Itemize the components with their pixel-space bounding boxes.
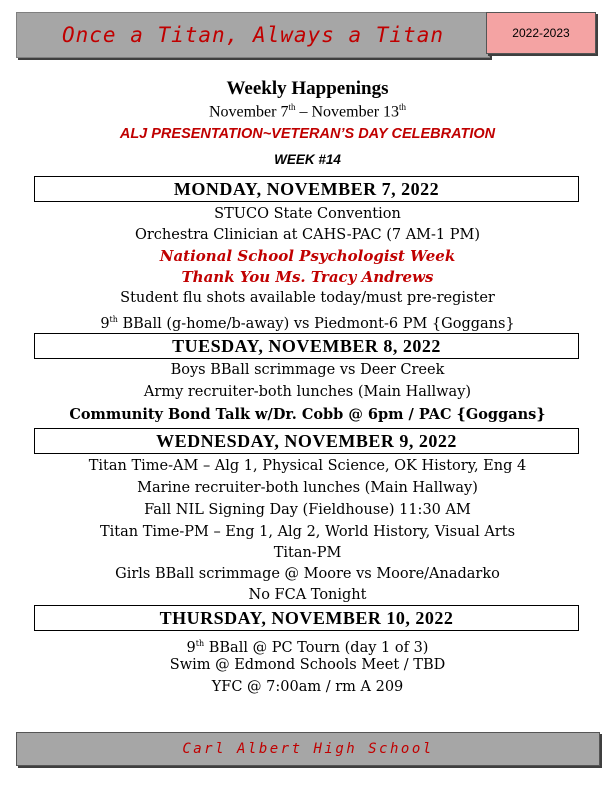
- monday-highlight: Thank You Ms. Tracy Andrews: [181, 268, 434, 286]
- week-number: WEEK #14: [274, 152, 341, 167]
- thursday-event: Swim @ Edmond Schools Meet / TBD: [169, 657, 446, 673]
- page-title: Weekly Happenings: [226, 78, 389, 99]
- tuesday-event: Boys BBall scrimmage vs Deer Creek: [170, 362, 445, 378]
- wednesday-heading-box: [34, 428, 579, 454]
- wednesday-heading: WEDNESDAY, NOVEMBER 9, 2022: [156, 431, 457, 451]
- date-separator: –: [295, 103, 312, 121]
- wednesday-event: Titan Time-AM – Alg 1, Physical Science, OK History, Eng 4: [88, 458, 527, 474]
- school-year: 2022-2023: [512, 26, 570, 40]
- date-end-suffix: th: [399, 102, 407, 112]
- date-end: November 13: [311, 103, 400, 121]
- thursday-event: YFC @ 7:00am / rm A 209: [211, 679, 404, 695]
- wednesday-event: Titan Time-PM – Eng 1, Alg 2, World History, Visual Arts: [99, 524, 516, 540]
- header-banner: [16, 12, 490, 58]
- thursday-heading-box: [34, 605, 579, 631]
- date-start-suffix: th: [288, 102, 296, 112]
- monday-heading: MONDAY, NOVEMBER 7, 2022: [173, 179, 440, 199]
- tuesday-event-bold: Community Bond Talk w/Dr. Cobb @ 6pm / PAC {Goggans}: [69, 406, 546, 423]
- banner-motto: Once a Titan, Always a Titan: [61, 23, 444, 47]
- wednesday-event: Titan-PM: [273, 545, 342, 561]
- tuesday-heading: TUESDAY, NOVEMBER 8, 2022: [172, 336, 441, 356]
- monday-bball-event: [0, 310, 615, 334]
- footer-banner: [16, 732, 600, 766]
- monday-event: STUCO State Convention: [214, 206, 401, 222]
- wednesday-event: Marine recruiter-both lunches (Main Hallway): [137, 480, 478, 496]
- tuesday-event: Army recruiter-both lunches (Main Hallway): [143, 384, 472, 400]
- thursday-bball-suffix: th: [195, 639, 205, 648]
- date-range: [0, 102, 615, 121]
- footer-school-name: Carl Albert High School: [182, 741, 434, 757]
- wednesday-event: Fall NIL Signing Day (Fieldhouse) 11:30 AM: [144, 502, 471, 518]
- week-theme: ALJ PRESENTATION~VETERAN’S DAY CELEBRATION: [119, 126, 496, 142]
- monday-bball-grade: 9: [100, 315, 110, 332]
- wednesday-event: Girls BBall scrimmage @ Moore vs Moore/Anadarko: [115, 566, 500, 582]
- monday-event: Orchestra Clinician at CAHS-PAC (7 AM-1 PM): [134, 227, 481, 243]
- date-start: November 7: [208, 103, 289, 121]
- thursday-bball-text: BBall @ PC Tourn (day 1 of 3): [204, 639, 429, 656]
- monday-heading-box: [34, 176, 579, 202]
- thursday-bball-event: [0, 634, 615, 658]
- monday-bball-text: BBall (g-home/b-away) vs Piedmont-6 PM {Goggans}: [117, 315, 515, 332]
- tuesday-heading-box: [34, 333, 579, 359]
- wednesday-event: No FCA Tonight: [248, 587, 367, 603]
- school-year-box: [486, 12, 596, 54]
- thursday-bball-grade: 9: [186, 639, 196, 656]
- monday-event: Student flu shots available today/must pre-register: [120, 290, 495, 306]
- thursday-heading: THURSDAY, NOVEMBER 10, 2022: [159, 608, 454, 628]
- monday-bball-suffix: th: [109, 315, 118, 324]
- monday-highlight: National School Psychologist Week: [159, 247, 456, 265]
